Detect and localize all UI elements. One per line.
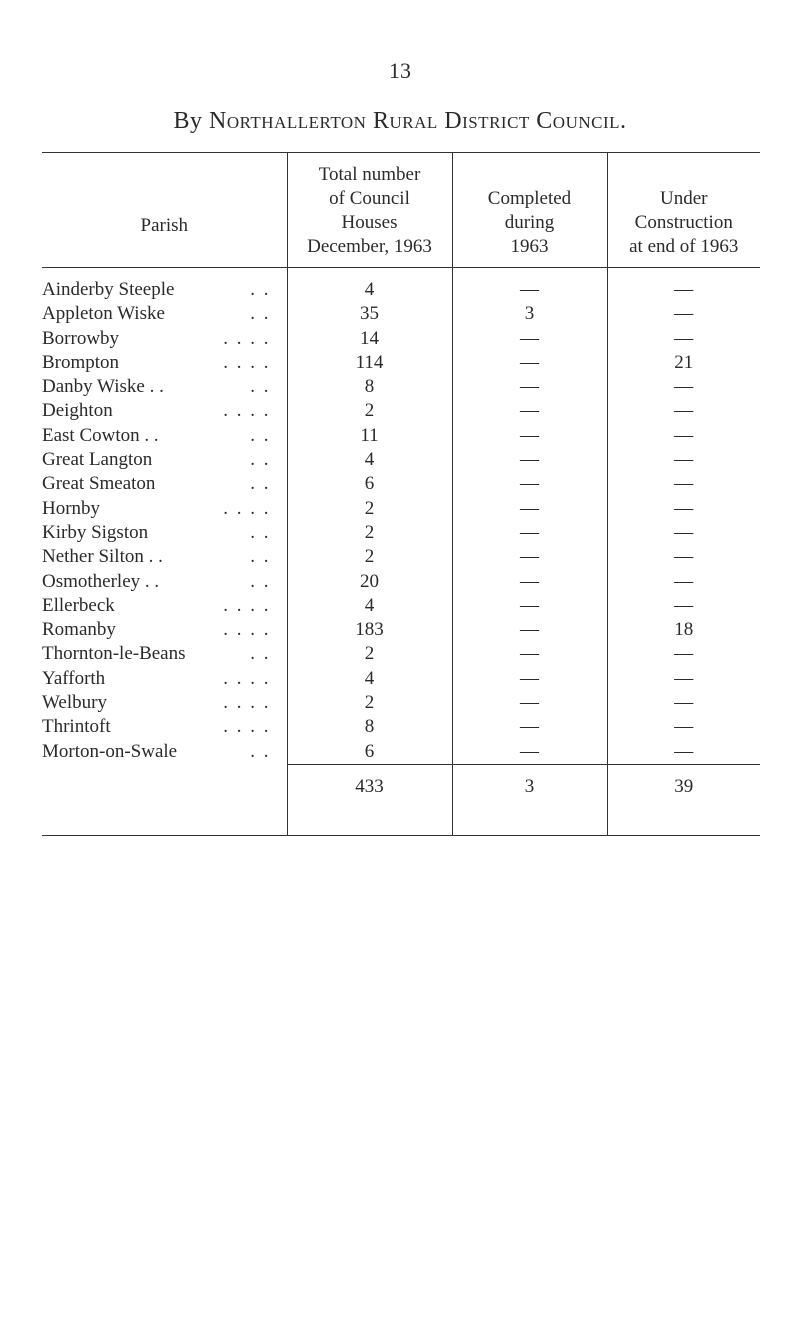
completed-cell: — xyxy=(452,740,607,765)
completed-cell: — xyxy=(452,448,607,472)
table-row xyxy=(42,375,760,399)
table-row xyxy=(42,351,760,375)
page-number: 13 xyxy=(389,58,411,83)
parish-cell: Great Langton . . xyxy=(42,449,271,471)
table-row xyxy=(42,268,760,303)
table-row xyxy=(42,302,760,326)
completed-cell: — xyxy=(452,399,607,423)
completed-cell: — xyxy=(452,327,607,351)
under-construction-cell: — xyxy=(607,497,760,521)
completed-cell: — xyxy=(452,268,607,303)
table-row xyxy=(42,594,760,618)
total-cell: 2 xyxy=(287,497,452,521)
under-construction-cell: — xyxy=(607,448,760,472)
table-row xyxy=(42,740,760,765)
under-construction-cell: 21 xyxy=(607,351,760,375)
total-cell: 8 xyxy=(287,375,452,399)
total-cell: 2 xyxy=(287,545,452,569)
heading-title: Northallerton Rural District Council. xyxy=(208,108,627,134)
under-construction-cell: — xyxy=(607,521,760,545)
table-header-row xyxy=(42,153,760,268)
completed-cell: — xyxy=(452,497,607,521)
under-construction-cell: — xyxy=(607,594,760,618)
parish-cell: Great Smeaton . . xyxy=(42,473,271,495)
total-sum-cell: 433 xyxy=(287,764,452,809)
parish-cell: Brompton . . . . xyxy=(42,351,271,373)
parish-cell: Kirby Sigston . . xyxy=(42,521,271,543)
parish-cell: Yafforth . . . . xyxy=(42,667,271,689)
total-cell: 6 xyxy=(287,472,452,496)
completed-cell: — xyxy=(452,521,607,545)
under-construction-cell: — xyxy=(607,570,760,594)
council-houses-table xyxy=(42,152,760,836)
header-parish: Parish xyxy=(42,153,287,268)
total-cell: 2 xyxy=(287,521,452,545)
parish-cell: Romanby . . . . xyxy=(42,619,271,641)
total-cell: 20 xyxy=(287,570,452,594)
total-cell: 35 xyxy=(287,302,452,326)
table-row xyxy=(42,497,760,521)
parish-cell: Hornby . . . . xyxy=(42,497,271,519)
parish-cell: Morton-on-Swale . . xyxy=(42,740,271,762)
completed-cell: — xyxy=(452,545,607,569)
table-end-rule xyxy=(42,809,760,836)
total-cell: 183 xyxy=(287,618,452,642)
parish-cell: Appleton Wiske . . xyxy=(42,303,271,325)
under-construction-cell: — xyxy=(607,642,760,666)
table-row xyxy=(42,691,760,715)
parish-cell: Deighton . . . . xyxy=(42,400,271,422)
table-row xyxy=(42,521,760,545)
under-construction-cell: — xyxy=(607,472,760,496)
totals-label-cell xyxy=(42,764,287,809)
completed-cell: — xyxy=(452,642,607,666)
under-construction-cell: — xyxy=(607,740,760,765)
completed-sum-cell: 3 xyxy=(452,764,607,809)
under-construction-cell: — xyxy=(607,715,760,739)
under-construction-cell: — xyxy=(607,327,760,351)
total-cell: 14 xyxy=(287,327,452,351)
total-cell: 6 xyxy=(287,740,452,765)
header-total: Total number of Council Houses December, 1963 xyxy=(287,153,452,268)
table-row xyxy=(42,667,760,691)
completed-cell: — xyxy=(452,618,607,642)
page-heading xyxy=(0,108,800,135)
table-row xyxy=(42,642,760,666)
total-cell: 8 xyxy=(287,715,452,739)
total-cell: 2 xyxy=(287,399,452,423)
under-construction-cell: — xyxy=(607,691,760,715)
completed-cell: — xyxy=(452,424,607,448)
total-cell: 4 xyxy=(287,667,452,691)
under-construction-cell: — xyxy=(607,667,760,691)
completed-cell: — xyxy=(452,570,607,594)
total-cell: 4 xyxy=(287,268,452,303)
under-construction-sum-cell: 39 xyxy=(607,764,760,809)
under-construction-cell: — xyxy=(607,302,760,326)
completed-cell: 3 xyxy=(452,302,607,326)
totals-row xyxy=(42,764,760,809)
total-cell: 4 xyxy=(287,448,452,472)
parish-cell: East Cowton . . . . xyxy=(42,424,271,446)
under-construction-cell: — xyxy=(607,375,760,399)
total-cell: 2 xyxy=(287,691,452,715)
parish-cell: Danby Wiske . . . . xyxy=(42,376,271,398)
total-cell: 11 xyxy=(287,424,452,448)
completed-cell: — xyxy=(452,594,607,618)
header-completed: Completed during 1963 xyxy=(452,153,607,268)
completed-cell: — xyxy=(452,375,607,399)
under-construction-cell: 18 xyxy=(607,618,760,642)
completed-cell: — xyxy=(452,667,607,691)
parish-cell: Welbury . . . . xyxy=(42,692,271,714)
parish-cell: Osmotherley . . . . xyxy=(42,570,271,592)
heading-prefix: By xyxy=(173,108,203,134)
parish-cell: Thrintoft . . . . xyxy=(42,716,271,738)
completed-cell: — xyxy=(452,715,607,739)
table-row xyxy=(42,545,760,569)
table-row xyxy=(42,715,760,739)
under-construction-cell: — xyxy=(607,399,760,423)
table-row xyxy=(42,570,760,594)
total-cell: 2 xyxy=(287,642,452,666)
parish-cell: Thornton-le-Beans . . xyxy=(42,643,271,665)
under-construction-cell: — xyxy=(607,424,760,448)
completed-cell: — xyxy=(452,691,607,715)
completed-cell: — xyxy=(452,351,607,375)
completed-cell: — xyxy=(452,472,607,496)
under-construction-cell: — xyxy=(607,545,760,569)
table-body xyxy=(42,268,760,836)
table-row xyxy=(42,448,760,472)
header-under-construction: Under Construction at end of 1963 xyxy=(607,153,760,268)
total-cell: 114 xyxy=(287,351,452,375)
under-construction-cell: — xyxy=(607,268,760,303)
parish-cell: Borrowby . . . . xyxy=(42,327,271,349)
table-row xyxy=(42,618,760,642)
table-row xyxy=(42,327,760,351)
table-row xyxy=(42,472,760,496)
parish-cell: Ellerbeck . . . . xyxy=(42,594,271,616)
parish-cell: Ainderby Steeple . . xyxy=(42,279,271,300)
table-row xyxy=(42,424,760,448)
parish-cell: Nether Silton . . . . xyxy=(42,546,271,568)
total-cell: 4 xyxy=(287,594,452,618)
table-row xyxy=(42,399,760,423)
